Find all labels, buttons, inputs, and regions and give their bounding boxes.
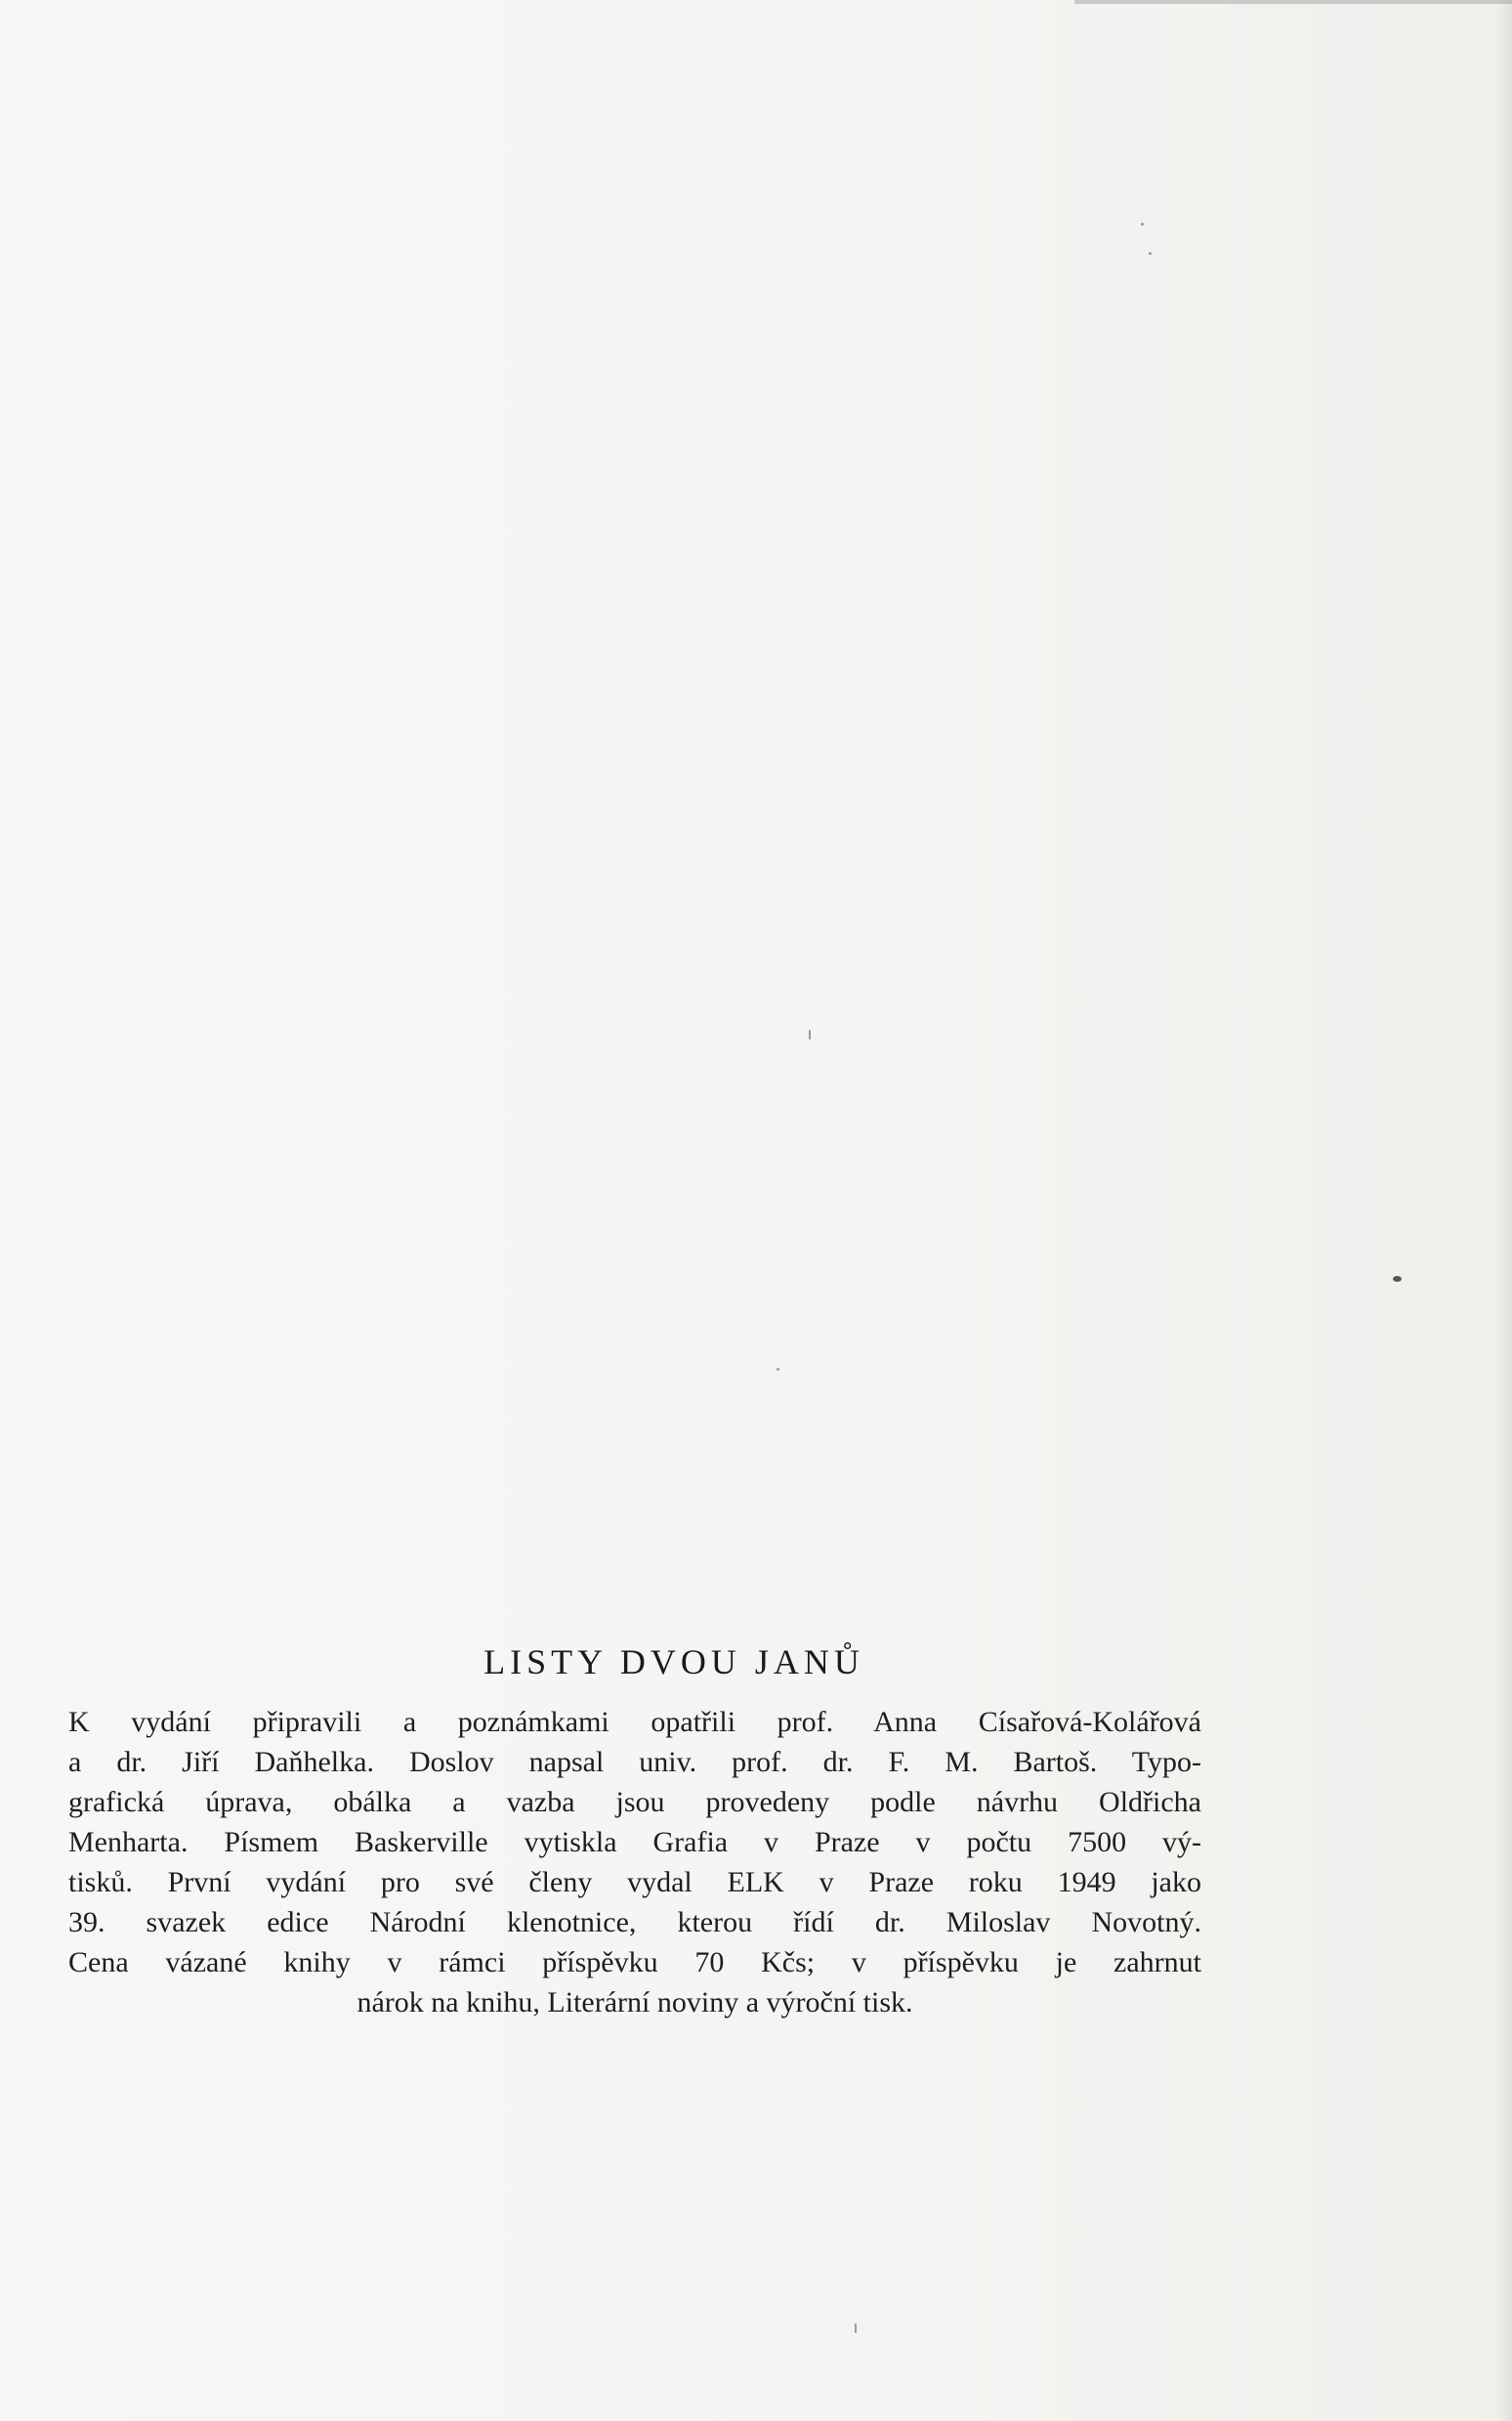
colophon-line: Menharta. Písmem Baskerville vytiskla Grafia v Praze v počtu 7500 vý- <box>68 1826 1201 1858</box>
page-right-edge-shadow <box>1496 0 1512 2421</box>
colophon-line: tisků. První vydání pro své členy vydal ELK v Praze roku 1949 jako <box>68 1866 1201 1898</box>
paper-speck <box>1393 1276 1402 1282</box>
colophon-title: LISTY DVOU JANŮ <box>483 1642 864 1681</box>
paper-speck <box>777 1368 779 1371</box>
paper-speck <box>1141 223 1144 226</box>
colophon-line: nárok na knihu, Literární noviny a výroční tisk. <box>357 1986 913 2018</box>
colophon-line: Cena vázané knihy v rámci příspěvku 70 Kčs; v příspěvku je zahrnut <box>68 1946 1201 1978</box>
paper-speck <box>855 2323 857 2333</box>
colophon-line: grafická úprava, obálka a vazba jsou provedeny podle návrhu Oldřicha <box>68 1786 1201 1818</box>
paper-speck <box>809 1030 811 1040</box>
colophon-line: 39. svazek edice Národní klenotnice, kterou řídí dr. Miloslav Novotný. <box>68 1906 1201 1938</box>
page-top-edge <box>1074 0 1512 4</box>
colophon-line: K vydání připravili a poznámkami opatřili prof. Anna Císařová-Kolářová <box>68 1706 1201 1738</box>
colophon <box>68 1641 1201 2022</box>
colophon-line: a dr. Jiří Daňhelka. Doslov napsal univ. prof. dr. F. M. Bartoš. Typo- <box>68 1746 1201 1778</box>
paper-speck <box>1149 252 1152 255</box>
